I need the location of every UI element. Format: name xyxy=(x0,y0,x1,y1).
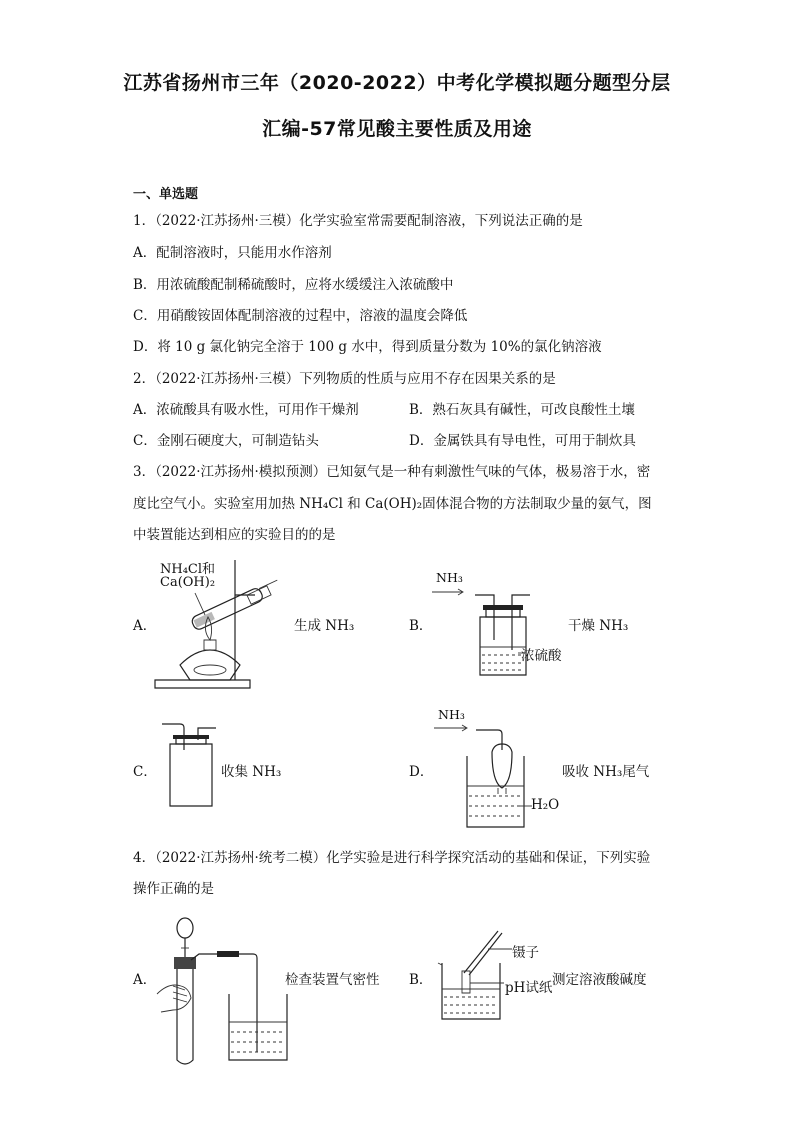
q3-a-caption: 生成 NH₃ xyxy=(294,618,355,634)
doc-title-line1: 江苏省扬州市三年（2020-2022）中考化学模拟题分题型分层 xyxy=(123,72,671,94)
q4-a-caption: 检查装置气密性 xyxy=(285,972,380,988)
q3-stem-line1: 3．（2022·江苏扬州·模拟预测）已知氨气是一种有刺激性气味的气体，极易溶于水，密 xyxy=(133,464,651,480)
q2-option-a: A．浓硫酸具有吸水性，可用作干燥剂 xyxy=(133,402,359,418)
q3-option-d-letter: D． xyxy=(409,764,434,780)
q2-stem: 2．（2022·江苏扬州·三模）下列物质的性质与应用不存在因果关系的是 xyxy=(133,371,556,387)
q1-option-d: D．将 10 g 氯化钠完全溶于 100 g 水中，得到质量分数为 10%的氯化钠溶液 xyxy=(133,339,602,355)
doc-title-line2: 汇编-57常见酸主要性质及用途 xyxy=(262,118,532,140)
q3-a-reagent-line2: Ca(OH)₂ xyxy=(160,575,216,590)
q3-b-caption: 干燥 NH₃ xyxy=(568,618,629,634)
q4-stem-line2: 操作正确的是 xyxy=(133,881,214,897)
q2-option-b: B．熟石灰具有碱性，可改良酸性土壤 xyxy=(409,402,635,418)
q3-option-b-letter: B． xyxy=(409,618,433,634)
q4-a-airtightness-diagram xyxy=(155,912,290,1072)
q3-c-caption: 收集 NH₃ xyxy=(221,764,282,780)
q3-c-collection-bottle-diagram xyxy=(160,722,220,810)
q3-d-liquid-label: H₂O xyxy=(531,797,560,813)
q1-option-b: B．用浓硫酸配制稀硫酸时，应将水缓缓注入浓硫酸中 xyxy=(133,277,454,293)
q1-option-a: A．配制溶液时，只能用水作溶剂 xyxy=(133,245,332,261)
q3-d-absorption-diagram xyxy=(432,722,542,830)
q3-b-gas-label: NH₃ xyxy=(436,570,463,585)
q3-option-c-letter: C． xyxy=(133,764,157,780)
q3-d-gas-label: NH₃ xyxy=(438,707,465,722)
q1-stem: 1．（2022·江苏扬州·三模）化学实验室常需要配制溶液，下列说法正确的是 xyxy=(133,213,583,229)
q3-option-a-letter: A． xyxy=(133,618,157,634)
q4-b-paper-label: pH试纸 xyxy=(505,980,553,996)
q3-stem-line2: 度比空气小。实验室用加热 NH₄Cl 和 Ca(OH)₂固体混合物的方法制取少量的氨气，图 xyxy=(133,496,652,512)
q4-b-tool-label: 镊子 xyxy=(512,945,539,961)
q4-b-caption: 测定溶液酸碱度 xyxy=(552,972,647,988)
q4-option-b-letter: B． xyxy=(409,972,433,988)
q3-stem-line3: 中装置能达到相应的实验目的的是 xyxy=(133,527,336,543)
q3-b-liquid-label: 浓硫酸 xyxy=(521,648,562,664)
q4-option-a-letter: A． xyxy=(133,972,157,988)
q3-b-drying-bottle-diagram xyxy=(430,585,540,680)
q3-a-heating-apparatus-diagram xyxy=(150,555,290,695)
q3-a-reagent-line1: NH₄Cl和 xyxy=(160,562,216,577)
section-heading: 一、单选题 xyxy=(133,187,199,202)
q4-stem-line1: 4．（2022·江苏扬州·统考二模）化学实验是进行科学探究活动的基础和保证，下列实验 xyxy=(133,850,651,866)
q2-option-d: D．金属铁具有导电性，可用于制炊具 xyxy=(409,433,636,449)
q1-option-c: C．用硝酸铵固体配制溶液的过程中，溶液的温度会降低 xyxy=(133,308,468,324)
q3-d-caption: 吸收 NH₃尾气 xyxy=(562,764,650,780)
q4-b-ph-test-diagram xyxy=(436,925,516,1023)
q2-option-c: C．金刚石硬度大，可制造钻头 xyxy=(133,433,319,449)
